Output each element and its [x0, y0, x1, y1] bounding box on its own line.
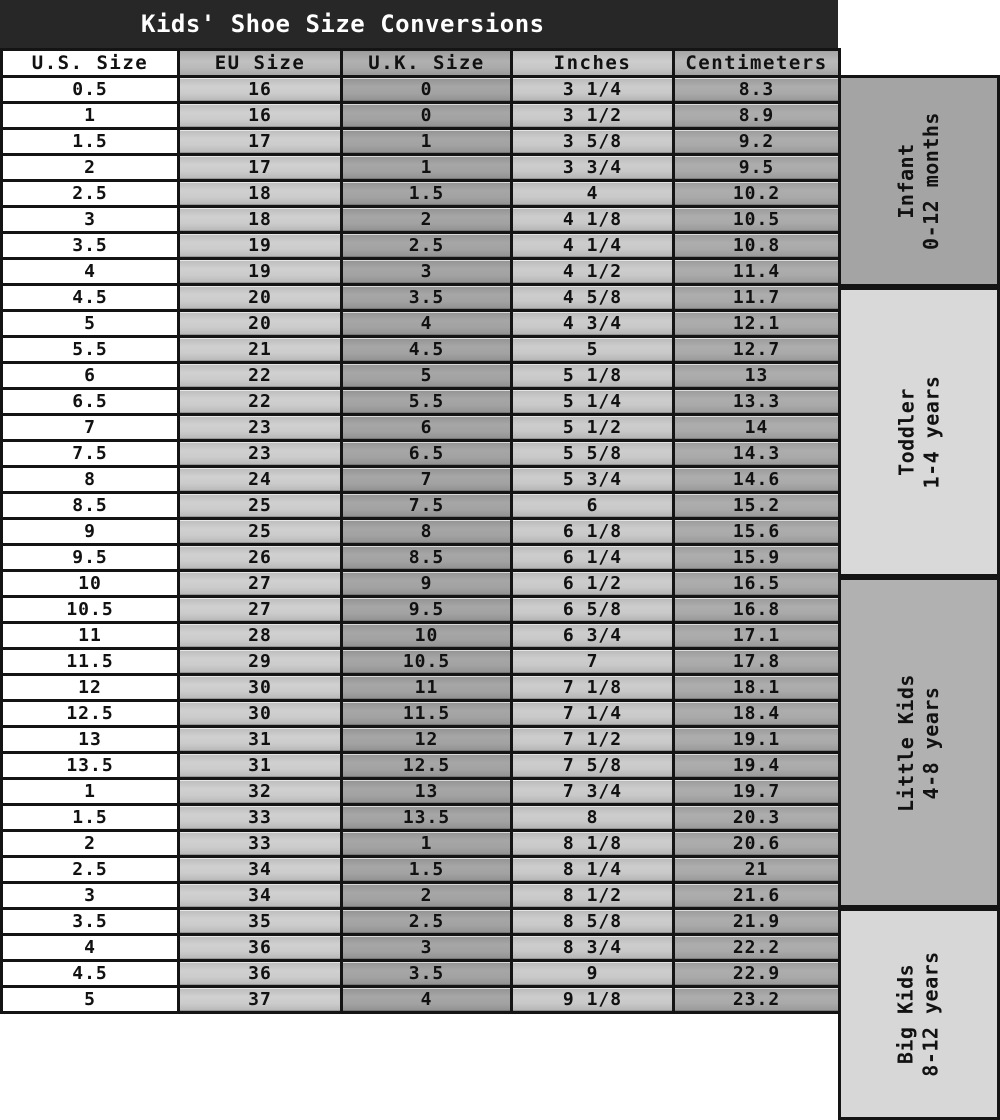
table-cell: 4 1/8	[512, 207, 674, 233]
table-cell: 4	[2, 259, 179, 285]
table-cell: 22	[179, 363, 342, 389]
table-row	[2, 623, 840, 649]
table-cell: 10.8	[674, 233, 840, 259]
table-row	[2, 779, 840, 805]
table-cell: 11.7	[674, 285, 840, 311]
table-cell: 2.5	[342, 233, 512, 259]
table-cell: 20.6	[674, 831, 840, 857]
table-cell: 21	[179, 337, 342, 363]
age-band-little-kids-label	[841, 580, 997, 905]
table-cell: 8	[512, 805, 674, 831]
age-group-range: 8-12 years	[918, 951, 943, 1077]
table-cell: 0	[342, 103, 512, 129]
table-row	[2, 103, 840, 129]
table-cell: 3.5	[342, 285, 512, 311]
table-cell: 29	[179, 649, 342, 675]
table-cell: 21	[674, 857, 840, 883]
table-cell: 6 1/4	[512, 545, 674, 571]
table-cell: 11.5	[2, 649, 179, 675]
table-cell: 6	[2, 363, 179, 389]
table-cell: 10.5	[342, 649, 512, 675]
table-cell: 24	[179, 467, 342, 493]
table-cell: 2	[342, 207, 512, 233]
table-cell: 4.5	[342, 337, 512, 363]
table-body	[2, 77, 840, 1013]
header-row	[2, 50, 840, 77]
table-cell: 3 1/4	[512, 77, 674, 103]
table-row	[2, 675, 840, 701]
table-cell: 3.5	[2, 909, 179, 935]
table-row	[2, 883, 840, 909]
table-cell: 5.5	[342, 389, 512, 415]
table-cell: 4	[342, 987, 512, 1013]
table-cell: 9.5	[2, 545, 179, 571]
table-cell: 2	[2, 831, 179, 857]
table-cell: 21.9	[674, 909, 840, 935]
table-cell: 14.3	[674, 441, 840, 467]
table-cell: 4.5	[2, 961, 179, 987]
table-cell: 1	[342, 831, 512, 857]
table-row	[2, 311, 840, 337]
table-cell: 23	[179, 415, 342, 441]
table-cell: 6 1/2	[512, 571, 674, 597]
table-cell: 8	[342, 519, 512, 545]
table-row	[2, 155, 840, 181]
table-cell: 19.7	[674, 779, 840, 805]
table-row	[2, 467, 840, 493]
table-cell: 12.7	[674, 337, 840, 363]
table-cell: 31	[179, 753, 342, 779]
table-cell: 3	[2, 207, 179, 233]
table-cell: 4	[342, 311, 512, 337]
table-cell: 16.5	[674, 571, 840, 597]
column-header-0: U.S. Size	[2, 50, 179, 77]
table-cell: 8 1/8	[512, 831, 674, 857]
table-cell: 9	[512, 961, 674, 987]
table-cell: 12	[342, 727, 512, 753]
table-cell: 7	[2, 415, 179, 441]
table-cell: 6 1/8	[512, 519, 674, 545]
table-cell: 12.1	[674, 311, 840, 337]
table-row	[2, 233, 840, 259]
table-cell: 4 3/4	[512, 311, 674, 337]
table-cell: 26	[179, 545, 342, 571]
age-group-name: Infant	[893, 143, 918, 219]
age-group-range: 0-12 months	[918, 112, 943, 250]
table-cell: 10.5	[674, 207, 840, 233]
table-row	[2, 987, 840, 1013]
table-cell: 33	[179, 805, 342, 831]
age-group-name: Toddler	[894, 388, 918, 476]
table-cell: 1.5	[342, 181, 512, 207]
table-cell: 1	[342, 129, 512, 155]
table-row	[2, 727, 840, 753]
table-cell: 33	[179, 831, 342, 857]
table-cell: 6.5	[2, 389, 179, 415]
age-group-range: 4-8 years	[918, 686, 943, 799]
table-row	[2, 493, 840, 519]
table-cell: 9 1/8	[512, 987, 674, 1013]
table-cell: 6.5	[342, 441, 512, 467]
table-cell: 3 5/8	[512, 129, 674, 155]
table-cell: 9.5	[674, 155, 840, 181]
table-cell: 2	[342, 883, 512, 909]
table-row	[2, 363, 840, 389]
table-cell: 5 1/8	[512, 363, 674, 389]
table-cell: 5	[512, 337, 674, 363]
table-cell: 11	[342, 675, 512, 701]
table-cell: 3.5	[342, 961, 512, 987]
age-group-name: Little Kids	[893, 673, 918, 812]
table-cell: 30	[179, 675, 342, 701]
column-header-3: Inches	[512, 50, 674, 77]
table-row	[2, 831, 840, 857]
table-cell: 15.9	[674, 545, 840, 571]
table-cell: 9	[2, 519, 179, 545]
table-cell: 1.5	[342, 857, 512, 883]
table-cell: 7	[342, 467, 512, 493]
table-cell: 7	[512, 649, 674, 675]
table-cell: 16	[179, 103, 342, 129]
table-cell: 9.5	[342, 597, 512, 623]
table-cell: 12	[2, 675, 179, 701]
table-cell: 6 3/4	[512, 623, 674, 649]
table-cell: 7 3/4	[512, 779, 674, 805]
table-cell: 25	[179, 493, 342, 519]
table-cell: 1	[2, 103, 179, 129]
table-row	[2, 597, 840, 623]
table-cell: 3	[342, 935, 512, 961]
table-cell: 17.1	[674, 623, 840, 649]
table-row	[2, 909, 840, 935]
table-cell: 19	[179, 259, 342, 285]
table-cell: 3	[342, 259, 512, 285]
table-cell: 7.5	[342, 493, 512, 519]
table-cell: 5	[2, 987, 179, 1013]
table-row	[2, 285, 840, 311]
table-cell: 34	[179, 883, 342, 909]
table-cell: 20	[179, 311, 342, 337]
table-cell: 36	[179, 935, 342, 961]
table-cell: 8 3/4	[512, 935, 674, 961]
age-band-infant-label	[841, 78, 997, 284]
table-cell: 4	[2, 935, 179, 961]
table-cell: 18	[179, 207, 342, 233]
table-cell: 5 5/8	[512, 441, 674, 467]
table-cell: 5.5	[2, 337, 179, 363]
table-cell: 31	[179, 727, 342, 753]
size-conversion-table	[0, 48, 841, 1014]
table-row	[2, 337, 840, 363]
table-cell: 35	[179, 909, 342, 935]
table-row	[2, 857, 840, 883]
table-cell: 18.1	[674, 675, 840, 701]
age-band-big-kids	[838, 908, 1000, 1120]
table-cell: 6 5/8	[512, 597, 674, 623]
table-cell: 20.3	[674, 805, 840, 831]
table-cell: 18	[179, 181, 342, 207]
table-cell: 2.5	[2, 181, 179, 207]
table-cell: 13	[2, 727, 179, 753]
table-cell: 17.8	[674, 649, 840, 675]
age-band-little-kids	[838, 577, 1000, 908]
table-cell: 3.5	[2, 233, 179, 259]
table-cell: 1.5	[2, 129, 179, 155]
table-row	[2, 753, 840, 779]
table-row	[2, 545, 840, 571]
table-row	[2, 701, 840, 727]
table-row	[2, 259, 840, 285]
table-cell: 8.9	[674, 103, 840, 129]
table-cell: 13	[342, 779, 512, 805]
table-row	[2, 961, 840, 987]
table-cell: 5 1/2	[512, 415, 674, 441]
age-band-toddler	[838, 287, 1000, 577]
table-cell: 0	[342, 77, 512, 103]
table-cell: 30	[179, 701, 342, 727]
table-cell: 2.5	[342, 909, 512, 935]
table-cell: 10	[342, 623, 512, 649]
table-cell: 8 1/4	[512, 857, 674, 883]
table-cell: 11.5	[342, 701, 512, 727]
table-cell: 11.4	[674, 259, 840, 285]
table-cell: 1	[2, 779, 179, 805]
table-row	[2, 389, 840, 415]
table-cell: 32	[179, 779, 342, 805]
table-cell: 1	[342, 155, 512, 181]
table-cell: 22.2	[674, 935, 840, 961]
table-cell: 19.4	[674, 753, 840, 779]
table-row	[2, 571, 840, 597]
table-cell: 17	[179, 129, 342, 155]
table-row	[2, 441, 840, 467]
table-cell: 19	[179, 233, 342, 259]
table-row	[2, 519, 840, 545]
table-cell: 10.5	[2, 597, 179, 623]
table-cell: 8.5	[2, 493, 179, 519]
table-row	[2, 207, 840, 233]
table-header	[2, 50, 840, 77]
table-cell: 7 5/8	[512, 753, 674, 779]
age-band-infant	[838, 75, 1000, 287]
table-cell: 4.5	[2, 285, 179, 311]
table-cell: 37	[179, 987, 342, 1013]
table-cell: 11	[2, 623, 179, 649]
table-cell: 27	[179, 571, 342, 597]
table-cell: 5	[342, 363, 512, 389]
table-cell: 5 3/4	[512, 467, 674, 493]
table-cell: 7 1/2	[512, 727, 674, 753]
table-row	[2, 129, 840, 155]
table-cell: 12.5	[342, 753, 512, 779]
column-header-1: EU Size	[179, 50, 342, 77]
table-cell: 27	[179, 597, 342, 623]
table-cell: 7 1/8	[512, 675, 674, 701]
table-cell: 22	[179, 389, 342, 415]
table-cell: 15.6	[674, 519, 840, 545]
table-cell: 7.5	[2, 441, 179, 467]
table-cell: 7 1/4	[512, 701, 674, 727]
table-cell: 8.3	[674, 77, 840, 103]
table-cell: 13	[674, 363, 840, 389]
table-cell: 4	[512, 181, 674, 207]
table-row	[2, 415, 840, 441]
table-cell: 19.1	[674, 727, 840, 753]
table-cell: 13.5	[342, 805, 512, 831]
table-cell: 3 1/2	[512, 103, 674, 129]
table-cell: 36	[179, 961, 342, 987]
table-cell: 14.6	[674, 467, 840, 493]
table-cell: 8 5/8	[512, 909, 674, 935]
table-cell: 2.5	[2, 857, 179, 883]
table-cell: 9.2	[674, 129, 840, 155]
table-row	[2, 935, 840, 961]
column-header-4: Centimeters	[674, 50, 840, 77]
table-cell: 4 5/8	[512, 285, 674, 311]
table-cell: 23	[179, 441, 342, 467]
table-cell: 1.5	[2, 805, 179, 831]
table-cell: 25	[179, 519, 342, 545]
table-cell: 3	[2, 883, 179, 909]
table-cell: 14	[674, 415, 840, 441]
table-cell: 34	[179, 857, 342, 883]
table-row	[2, 649, 840, 675]
table-row	[2, 805, 840, 831]
table-cell: 16.8	[674, 597, 840, 623]
table-cell: 16	[179, 77, 342, 103]
column-header-2: U.K. Size	[342, 50, 512, 77]
table-cell: 21.6	[674, 883, 840, 909]
table-cell: 17	[179, 155, 342, 181]
age-group-range: 1-4 years	[919, 375, 943, 489]
table-cell: 22.9	[674, 961, 840, 987]
page-title: Kids' Shoe Size Conversions	[0, 0, 838, 48]
table-cell: 4 1/2	[512, 259, 674, 285]
age-band-big-kids-label	[841, 911, 997, 1117]
table-cell: 18.4	[674, 701, 840, 727]
table-cell: 8 1/2	[512, 883, 674, 909]
table-cell: 4 1/4	[512, 233, 674, 259]
table-cell: 13.3	[674, 389, 840, 415]
table-cell: 12.5	[2, 701, 179, 727]
table-cell: 5	[2, 311, 179, 337]
table-row	[2, 77, 840, 103]
table-cell: 3 3/4	[512, 155, 674, 181]
table-cell: 6	[342, 415, 512, 441]
age-band-toddler-label	[841, 290, 997, 574]
age-group-name: Big Kids	[893, 963, 918, 1065]
table-cell: 10.2	[674, 181, 840, 207]
table-cell: 0.5	[2, 77, 179, 103]
table-cell: 2	[2, 155, 179, 181]
table-cell: 28	[179, 623, 342, 649]
table-cell: 8	[2, 467, 179, 493]
table-cell: 10	[2, 571, 179, 597]
table-cell: 8.5	[342, 545, 512, 571]
table-cell: 20	[179, 285, 342, 311]
table-cell: 5 1/4	[512, 389, 674, 415]
table-cell: 9	[342, 571, 512, 597]
table-cell: 23.2	[674, 987, 840, 1013]
table-cell: 6	[512, 493, 674, 519]
table-cell: 15.2	[674, 493, 840, 519]
table-row	[2, 181, 840, 207]
table-cell: 13.5	[2, 753, 179, 779]
